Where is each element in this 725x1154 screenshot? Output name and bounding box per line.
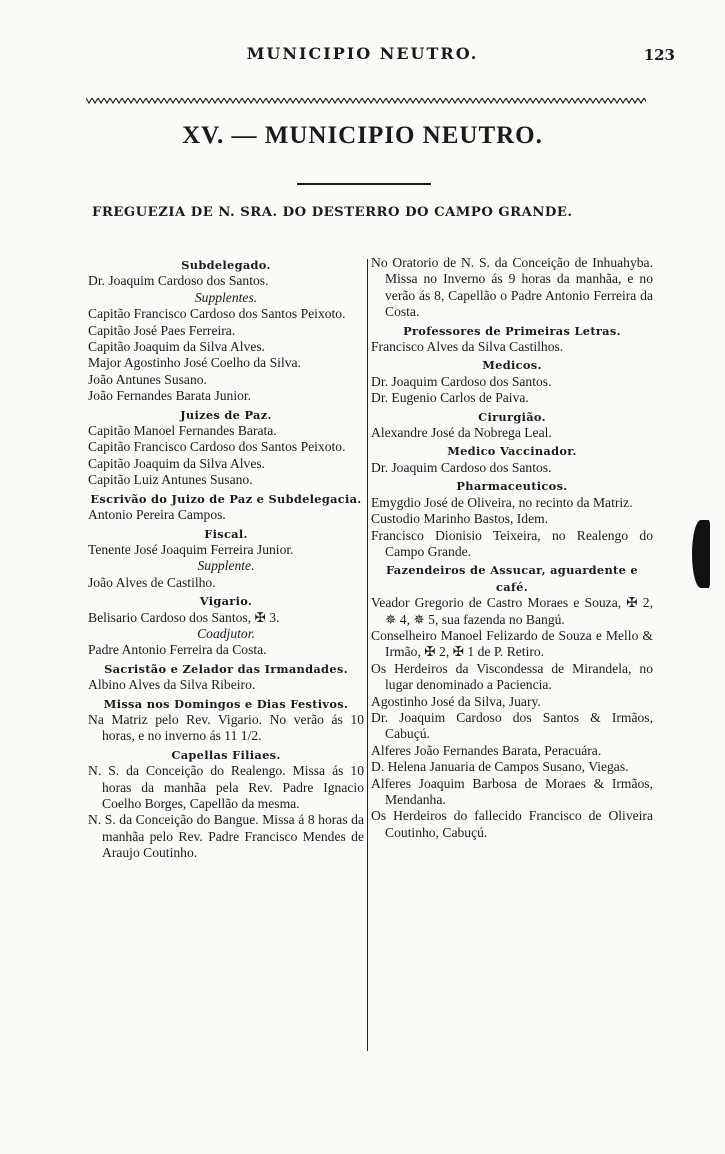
vigario-entry: Belisario Cardoso dos Santos, ✠ 3. [88,609,280,625]
fazendeiro-entry: D. Helena Januaria de Campos Susano, Viegas. [371,759,629,775]
professor-entry: Francisco Alves da Silva Castilhos. [371,339,564,355]
fazendeiros-heading: Fazendeiros de Assucar, aguardente e café. [386,563,638,594]
supplente-entry: Major Agostinho José Coelho da Silva. [88,355,301,371]
escrivao-entry: Antonio Pereira Campos. [88,507,226,523]
capellas-heading: Capellas Filiaes. [171,747,281,762]
pharmaceutico-entry: Francisco Dionisio Teixeira, no Realengo do Campo Grande. [371,527,653,559]
capella-entry: N. S. da Conceição do Bangue. Missa á 8 horas da manhãa pelo Rev. Padre Francisco Mendes de Araujo Coutinho. [88,812,364,861]
fazendeiro-entry: Agostinho José da Silva, Juary. [371,693,541,709]
missa-entry: Na Matriz pelo Rev. Vigario. No verão ás 10 horas, e no inverno ás 11 1/2. [88,711,364,744]
coadjutor-entry: Padre Antonio Ferreira da Costa. [88,642,267,658]
supplente-entry: Capitão Francisco Cardoso dos Santos Peixoto. [88,306,346,322]
binding-shadow-mark [692,520,710,588]
missa-heading: Missa nos Domingos e Dias Festivos. [103,696,349,711]
pharmaceuticos-heading: Pharmaceuticos. [456,479,568,494]
supplentes-heading: Supplentes. [194,289,258,305]
left-column [88,255,364,862]
vaccinador-entry: Dr. Joaquim Cardoso dos Santos. [371,459,552,475]
supplente-entry: Capitão Joaquim da Silva Alves. [88,339,266,355]
juiz-entry: Capitão Manoel Fernandes Barata. [88,423,277,439]
juiz-entry: Capitão Joaquim da Silva Alves. [88,455,266,471]
medico-entry: Dr. Eugenio Carlos de Paiva. [371,390,529,406]
coadjutor-heading: Coadjutor. [197,625,255,641]
right-column [371,255,653,841]
juiz-entry: Capitão Luiz Antunes Susano. [88,472,253,488]
pharmaceutico-entry: Emygdio José de Oliveira, no recinto da Matriz. [371,494,633,510]
subdelegado-entry: Dr. Joaquim Cardoso dos Santos. [88,273,269,289]
fazendeiro-entry: Conselheiro Manoel Felizardo de Souza e Mello & Irmão, ✠ 2, ✠ 1 de P. Retiro. [371,627,653,660]
sacristao-entry: Albino Alves da Silva Ribeiro. [88,677,256,693]
professores-heading: Professores de Primeiras Letras. [403,323,621,338]
chapter-title: XV. — MUNICIPIO NEUTRO. [182,122,543,149]
supplente-entry: João Fernandes Barata Junior. [88,388,252,404]
fiscal-entry: Tenente José Joaquim Ferreira Junior. [88,541,294,557]
subdelegado-heading: Subdelegado. [181,258,271,272]
parish-title: FREGUEZIA DE N. SRA. DO DESTERRO DO CAMPO GRANDE. [92,205,573,220]
supplente-entry: Capitão José Paes Ferreira. [88,322,236,338]
page-number: 123 [643,46,675,64]
fazendeiro-entry: Veador Gregorio de Castro Moraes e Souza, ✠ 2, ✵ 4, ✵ 5, sua fazenda no Bangú. [371,595,653,627]
column-divider [367,259,368,1051]
fazendeiro-entry: Alferes Joaquim Barbosa de Moraes & Irmãos, Mendanha. [371,775,653,807]
running-title: MUNICIPIO NEUTRO. [246,44,479,63]
fazendeiro-entry: Os Herdeiros do fallecido Francisco de Oliveira Coutinho, Cabuçú. [371,808,653,840]
ornament-rule [86,96,646,105]
sacristao-heading: Sacristão e Zelador das Irmandades. [104,661,348,676]
oratorio-entry: No Oratorio de N. S. da Conceição de Inhuahyba. Missa no Inverno ás 9 horas da manhãa, e no verão ás 8, Capellão o Padre Antonio Ferreira da Costa. [371,255,653,320]
capella-entry: N. S. da Conceição do Realengo. Missa ás 10 horas da manhãa pela Rev. Padre Ignacio Coelho Borges, Capellão da mesma. [88,763,364,811]
escrivao-heading: Escrivão do Juizo de Paz e Subdelegacia. [90,491,362,506]
fiscal-heading: Fiscal. [204,526,248,541]
juizes-heading: Juizes de Paz. [180,407,272,422]
vaccinador-heading: Medico Vaccinador. [447,444,577,459]
fazendeiro-entry: Alferes João Fernandes Barata, Peracuára. [371,742,602,758]
cirurgiao-heading: Cirurgião. [478,409,546,424]
fiscal-supplente-entry: João Alves de Castilho. [88,574,216,590]
medico-entry: Dr. Joaquim Cardoso dos Santos. [371,373,552,389]
juiz-entry: Capitão Francisco Cardoso dos Santos Peixoto. [88,439,346,455]
cirurgiao-entry: Alexandre José da Nobrega Leal. [371,425,552,441]
title-rule [297,183,431,185]
vigario-heading: Vigario. [199,594,253,609]
fazendeiro-entry: Os Herdeiros da Viscondessa de Mirandela, no lugar denominado a Paciencia. [371,660,653,693]
fazendeiro-entry: Dr. Joaquim Cardoso dos Santos & Irmãos, Cabuçú. [371,709,653,742]
pharmaceutico-entry: Custodio Marinho Bastos, Idem. [371,511,549,527]
medicos-heading: Medicos. [482,358,542,373]
running-head [0,44,725,68]
supplente-entry: João Antunes Susano. [88,371,207,387]
fiscal-supplente-heading: Supplente. [197,558,255,574]
